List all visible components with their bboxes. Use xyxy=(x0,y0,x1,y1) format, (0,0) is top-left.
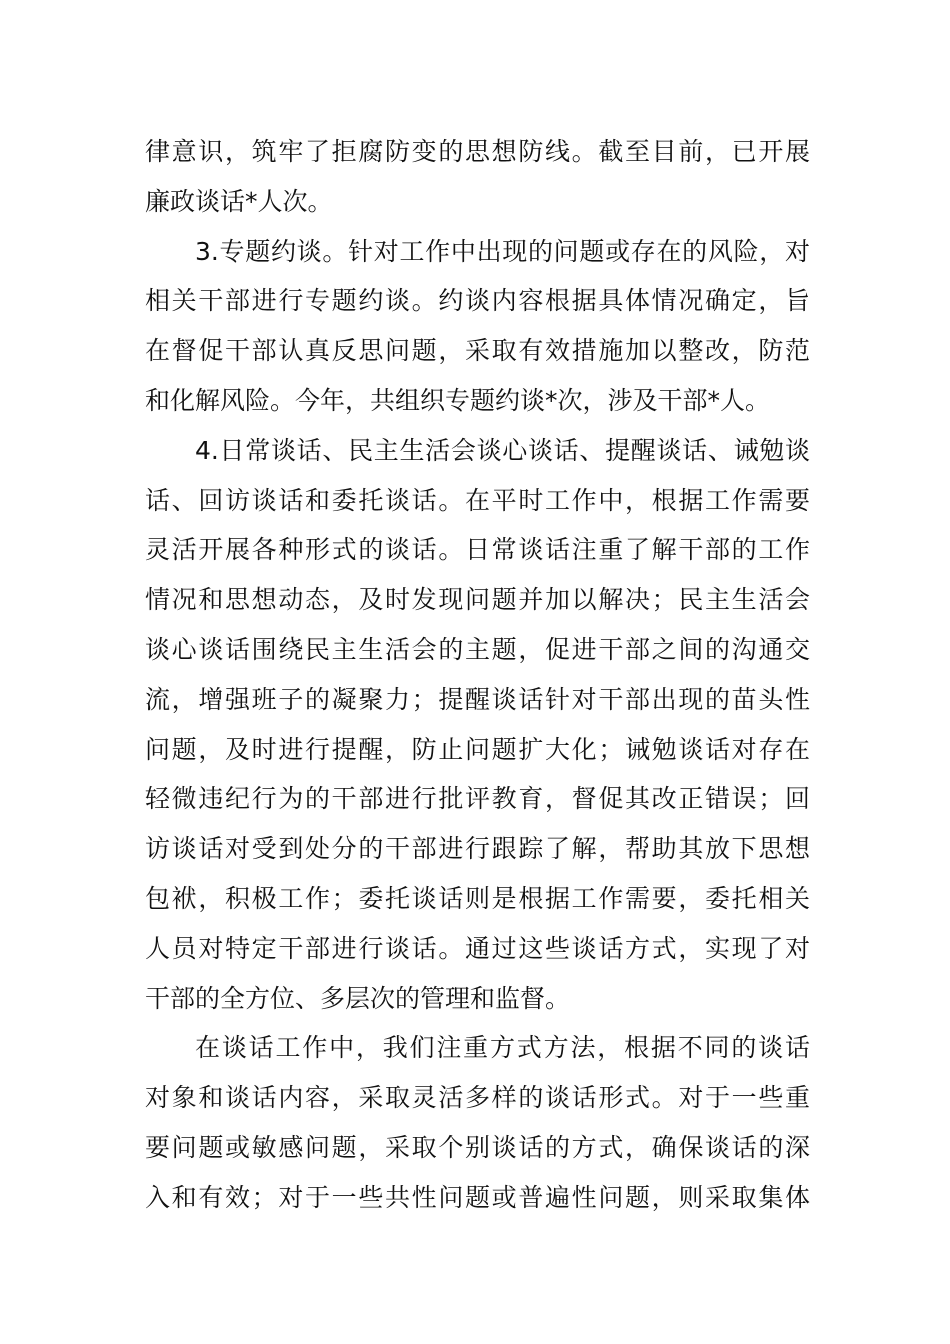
document-page xyxy=(145,127,810,1223)
text-line: 3.专题约谈。针对工作中出现的问题或存在的风险，对 xyxy=(195,236,810,266)
text-line: 情况和思想动态，及时发现问题并加以解决；民主生活会 xyxy=(145,585,810,615)
text-line: 谈心谈话围绕民主生活会的主题，促进干部之间的沟通交 xyxy=(145,634,810,664)
text-line: 廉政谈话*人次。 xyxy=(145,186,333,216)
text-line: 入和有效；对于一些共性问题或普遍性问题，则采取集体 xyxy=(145,1182,810,1212)
text-line: 在督促干部认真反思问题，采取有效措施加以整改，防范 xyxy=(145,336,810,366)
text-line: 对象和谈话内容，采取灵活多样的谈话形式。对于一些重 xyxy=(145,1083,810,1113)
text-line: 和化解风险。今年，共组织专题约谈*次，涉及干部*人。 xyxy=(145,385,771,415)
text-line: 话、回访谈话和委托谈话。在平时工作中，根据工作需要 xyxy=(145,485,810,515)
text-line: 相关干部进行专题约谈。约谈内容根据具体情况确定，旨 xyxy=(145,286,810,316)
text-line: 要问题或敏感问题，采取个别谈话的方式，确保谈话的深 xyxy=(145,1132,810,1162)
text-line: 轻微违纪行为的干部进行批评教育，督促其改正错误；回 xyxy=(145,784,810,814)
text-line: 包袱，积极工作；委托谈话则是根据工作需要，委托相关 xyxy=(145,883,810,913)
text-line: 访谈话对受到处分的干部进行跟踪了解，帮助其放下思想 xyxy=(145,834,810,864)
text-line: 律意识，筑牢了拒腐防变的思想防线。截至目前，已开展 xyxy=(145,137,810,166)
text-line: 流，增强班子的凝聚力；提醒谈话针对干部出现的苗头性 xyxy=(145,684,810,714)
text-line: 4.日常谈话、民主生活会谈心谈话、提醒谈话、诫勉谈 xyxy=(195,435,810,465)
text-line: 问题，及时进行提醒，防止问题扩大化；诫勉谈话对存在 xyxy=(145,734,810,764)
text-line: 灵活开展各种形式的谈话。日常谈话注重了解干部的工作 xyxy=(145,535,810,565)
text-line: 人员对特定干部进行谈话。通过这些谈话方式，实现了对 xyxy=(145,933,810,963)
text-line: 干部的全方位、多层次的管理和监督。 xyxy=(145,983,571,1013)
text-line: 在谈话工作中，我们注重方式方法，根据不同的谈话 xyxy=(195,1033,810,1063)
